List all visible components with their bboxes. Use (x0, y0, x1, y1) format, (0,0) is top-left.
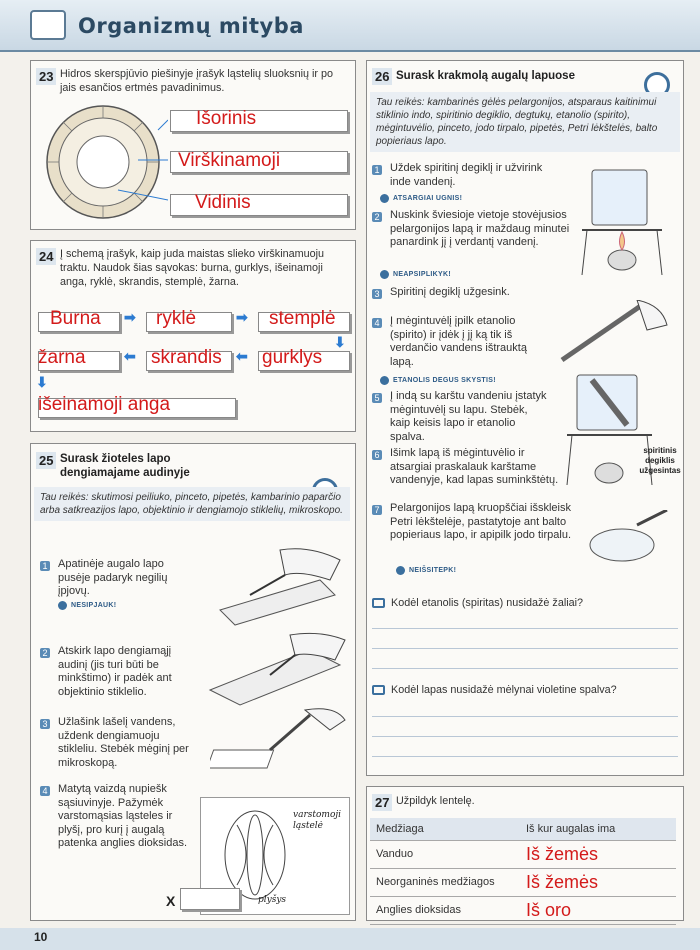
s26-step-3: Spiritinį degiklį užgesink. (390, 286, 510, 298)
table-row (370, 868, 676, 896)
flammable-warning-icon (380, 376, 389, 385)
answer-line (372, 668, 678, 669)
s26-step-5: Į indą su karštu vandeniu įstatyk mėgintuvėlį su lapu. Stebėk, kaip keisis lapo ir etanolio spalva. (390, 390, 547, 443)
s26-warning-burn: NEAPSIPLIKYK! (393, 271, 451, 278)
s25-step-1: Apatinėje augalo lapo pusėje padaryk negilių įpjovų. (58, 558, 168, 597)
section-25-needs: Tau reikės: skutimosi peiliuko, pinceto, pipetės, kambarinio paparčio arba satkreazijos lapo, objektinio ir dengiamojo stiklelių, mikroskopo. (34, 487, 350, 521)
beaker-on-burner-illustration (572, 160, 672, 280)
step-icon: 3 (372, 289, 382, 299)
step-icon: 7 (372, 505, 382, 515)
test-tube-pipette-illustration (552, 300, 672, 370)
step-icon: 6 (372, 450, 382, 460)
step-icon: 1 (372, 165, 382, 175)
nutrient-table (370, 818, 676, 925)
table-header-source: Iš kur augalas ima (520, 818, 676, 840)
section-27-number: 27 (372, 794, 392, 811)
step-icon: 4 (40, 786, 50, 796)
question-icon (372, 598, 385, 608)
petri-dish-illustration (582, 510, 672, 570)
section-24-prompt: Į schemą įrašyk, kaip juda maistas slieko virškinamuoju traktu. Naudok šias sąvokas: burna, gurklys, išeinamoji anga, ryklė, skrandis, stemplė, žarna. (60, 248, 325, 288)
question-icon (372, 685, 385, 695)
burner-label: spiritinis degiklis užgesintas (639, 446, 681, 475)
step-icon: 4 (372, 318, 382, 328)
s26-warning-ethanol: ETANOLIS DEGUS SKYSTIS! (393, 377, 496, 384)
step-icon: 5 (372, 393, 382, 403)
answer-line (372, 648, 678, 649)
step-icon: 1 (40, 561, 50, 571)
footer-bar (0, 928, 700, 950)
section-27-title: Užpildyk lentelę. (396, 795, 475, 807)
hydra-layer-answer-3: Vidinis (195, 192, 251, 213)
section-23-prompt: Hidros skerspjūvio piešinyje įrašyk ląstelių sluoksnių ir po jais esančios ertmės pavadinimus. (60, 68, 334, 94)
chain-text-3: stemplė (269, 308, 336, 329)
step-icon: 2 (372, 212, 382, 222)
table-row (370, 896, 676, 924)
magnification-label: X (166, 893, 176, 909)
hydra-layer-answer-1: Išorinis (196, 108, 257, 129)
chain-text-1: Burna (50, 308, 101, 329)
chain-text-7: išeinamoji anga (38, 394, 171, 415)
section-25-number: 25 (36, 452, 56, 469)
arrow-right-icon: ➡ (236, 309, 248, 325)
stain-warning-icon (396, 566, 405, 575)
s26-warning-fire: ATSARGIAI UGNIS! (393, 195, 463, 202)
header-logo-icon (30, 10, 66, 40)
section-24-number: 24 (36, 248, 56, 265)
chain-text-6: gurklys (262, 347, 323, 368)
answer-line (372, 628, 678, 629)
table-row (370, 840, 676, 868)
hydra-layer-answer-2: Virškinamoji (178, 150, 281, 171)
section-26-number: 26 (372, 68, 392, 85)
chain-text-2: ryklė (156, 308, 197, 329)
s25-step-2: Atskirk lapo dengiamąjį audinį (jis turi būti be minkštimo) ir padėk ant objektinio stiklelio. (58, 645, 172, 698)
table-cell-answer[interactable]: Iš žemės (520, 840, 676, 868)
s26-step-4: Į mėgintuvėlį įpilk etanolio (spirito) ir įdėk į jį ką tik iš verdančio vandens ištrauktą lapą. (390, 315, 527, 368)
hydra-cross-section-illustration (38, 100, 168, 225)
s25-step-3: Užlašink lašelį vandens, uždenk dengiamuoju stikleliu. Stebėk mėginį per mikroskopą. (58, 716, 189, 769)
arrow-down-icon: ⬇ (334, 334, 346, 350)
table-header-row (370, 818, 676, 840)
table-cell-answer[interactable]: Iš oro (520, 896, 676, 924)
pipette-slide-illustration (210, 705, 350, 775)
arrow-left-icon: ⬅ (124, 348, 136, 364)
step-icon: 3 (40, 719, 50, 729)
table-cell-answer[interactable]: Iš žemės (520, 868, 676, 896)
burn-warning-icon (380, 270, 389, 279)
section-26-needs: Tau reikės: kambarinės gėlės pelargonijos, atsparaus kaitinimui stiklinio indo, spiritinio degiklio, degtukų, etanolio (spirito), mėgintuvėlio, pinceto, jodo tirpalo, pipetės, Petri lėkštelės, balto popieriaus lapo. (370, 92, 680, 152)
s26-step-1: Uždek spiritinį degiklį ir užvirink inde vandenį. (390, 162, 543, 188)
chain-text-5: skrandis (151, 347, 222, 368)
fire-warning-icon (380, 194, 389, 203)
table-cell-substance: Neorganinės medžiagos (370, 868, 520, 896)
s26-step-2: Nuskink šviesioje vietoje stovėjusios pelargonijos lapą ir maždaug minutei panardink jį į verdantį vandenį. (390, 209, 570, 248)
s26-question-2: Kodėl lapas nusidažė mėlynai violetine spalva? (391, 684, 617, 696)
arrow-right-icon: ➡ (124, 309, 136, 325)
s25-warning: NESIPJAUK! (71, 602, 117, 609)
s26-step-7: Pelargonijos lapą kruopščiai išskleisk Petri lėkštelėje, pastatytoje ant balto popieriaus lapo, ir apipilk jodo tirpalu. (390, 502, 571, 541)
page-number: 10 (34, 930, 48, 944)
section-23-number: 23 (36, 68, 56, 85)
arrow-down-icon: ⬇ (36, 374, 48, 390)
s26-warning-stain: NEIŠSITEPK! (409, 567, 457, 574)
page-title: Organizmų mityba (78, 14, 304, 38)
s26-question-1: Kodėl etanolis (spiritas) nusidažė žaliai? (391, 597, 584, 609)
hand-cutting-leaf-illustration (200, 540, 350, 630)
sketch-label-guard-cell: varstomoji ląstelė (293, 810, 342, 831)
answer-line (372, 756, 678, 757)
step-icon: 2 (40, 648, 50, 658)
answer-line (372, 716, 678, 717)
section-25-title: Surask žioteles lapo dengiamajame audinyje (60, 453, 190, 479)
arrow-left-icon: ⬅ (236, 348, 248, 364)
s26-step-6: Išimk lapą iš mėgintuvėlio ir atsargiai praskalauk karštame vandenyje, kad lapas suminkštėtų. (390, 447, 559, 486)
answer-line (372, 736, 678, 737)
magnification-field[interactable] (180, 888, 240, 910)
table-cell-substance: Anglies dioksidas (370, 896, 520, 924)
sketch-label-pore: plyšys (258, 895, 287, 905)
section-26-title: Surask krakmolą augalų lapuose (396, 70, 575, 82)
chain-text-4: žarna (38, 347, 86, 368)
no-cut-icon (58, 601, 67, 610)
hand-peeling-tissue-illustration (200, 630, 350, 710)
s25-step-4: Matytą vaizdą nupiešk sąsiuvinyje. Pažymėk varstomąsias ląsteles ir plyšį, pro kurį į augalą patenka anglies dioksidas. (58, 783, 188, 849)
table-header-substance: Medžiaga (370, 818, 520, 840)
table-cell-substance: Vanduo (370, 840, 520, 868)
